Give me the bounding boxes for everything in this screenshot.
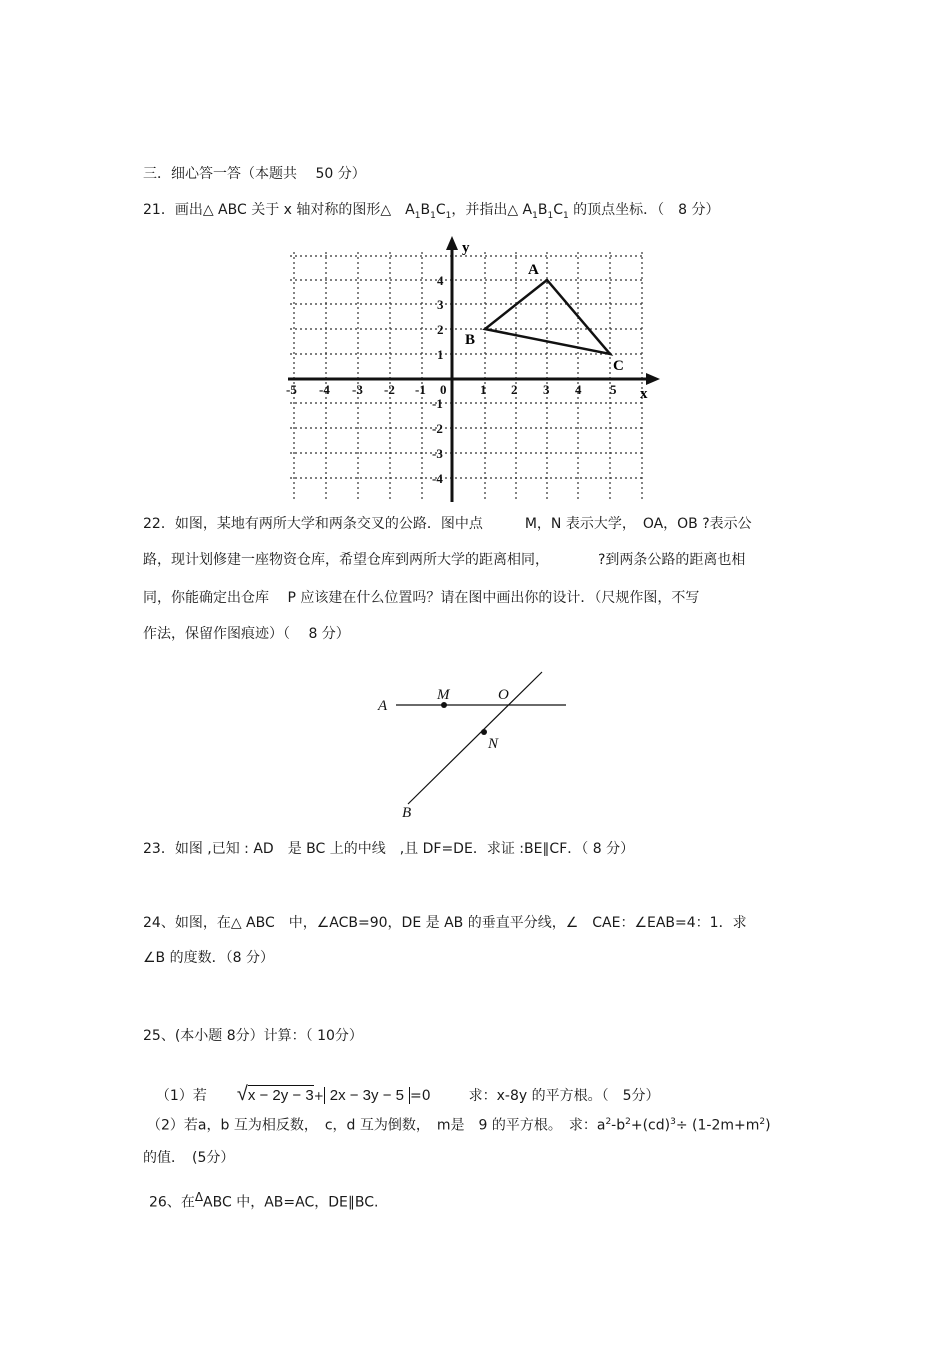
y-tick-label: 3 — [437, 297, 444, 312]
coordinate-grid-figure — [280, 230, 670, 505]
x-tick-label: -1 — [415, 382, 426, 397]
question-25-title: 25、(本小题 8分）计算：（ 10分） — [143, 1028, 363, 1044]
x-tick-label: -5 — [286, 382, 297, 397]
y-tick-label: -2 — [432, 421, 443, 436]
radical-sign-icon: √ — [236, 1083, 248, 1105]
question-21-text: 21．画出△ ABC 关于 x 轴对称的图形△ $A_1B_1C_1$，并指出△ $A_1B_1C_1$ 的顶点坐标．（ 8 分） — [143, 202, 720, 221]
label-b: B — [402, 805, 412, 821]
point-c-label: C — [613, 358, 624, 374]
y-tick-label: 2 — [437, 322, 444, 337]
x-tick-label: 1 — [480, 382, 487, 397]
question-23-text: 23．如图 ,已知 : AD 是 BC 上的中线 ,且 DF=DE．求证 :BE∥CF．（ 8 分） — [143, 841, 635, 857]
y-tick-label: -3 — [432, 446, 443, 461]
question-24-line1: 24、如图，在△ ABC 中，∠ACB=90，DE 是 AB 的垂直平分线，∠ CAE：∠EAB=4：1．求 — [143, 915, 747, 931]
question-25-part2: （2）若a，b 互为相反数， c，d 互为倒数， m是 9 的平方根。 求：$a^2-b^2+(cd)^3\div (1-2m+m^2)$ — [147, 1117, 771, 1134]
x-tick-label: 2 — [511, 382, 518, 397]
x-tick-label: 0 — [440, 382, 447, 397]
y-tick-label: 1 — [437, 347, 444, 362]
label-a: A — [378, 698, 388, 714]
question-24-line2: ∠B 的度数．（8 分） — [143, 950, 274, 966]
question-22-line3: 同，你能确定出仓库 P 应该建在什么位置吗？请在图中画出你的设计．（尺规作图，不写 — [143, 590, 700, 606]
grid-lines — [290, 252, 642, 502]
section-title: 三．细心答一答（本题共 50 分） — [143, 166, 366, 182]
question-25-part2-line2: 的值． (5分） — [143, 1150, 235, 1166]
y-axis-label: y — [462, 240, 470, 256]
label-n: N — [488, 736, 499, 752]
point-n — [481, 729, 487, 735]
label-o: O — [498, 687, 509, 703]
abs-expression: 2x − 3y − 5 — [324, 1087, 410, 1104]
x-axis-label: x — [640, 386, 648, 402]
label-m: M — [437, 687, 450, 703]
y-tick-label: 4 — [437, 273, 444, 288]
y-tick-label: -1 — [432, 396, 443, 411]
part1-suffix: 求：x-8y 的平方根。（ 5分） — [468, 1088, 660, 1104]
question-25-part1: （1）若 √x − 2y − 3+ 2x − 3y − 5 =0 求：x-8y 的平方根。（ 5分） — [155, 1083, 660, 1105]
triangle-icon: Δ — [194, 1190, 204, 1204]
sqrt-expression: √x − 2y − 3 — [236, 1083, 314, 1105]
question-26-text: 26、在$^\Delta$ABC 中，AB=AC，DE∥BC. — [149, 1190, 379, 1211]
x-tick-label: -4 — [319, 382, 330, 397]
x-tick-label: 5 — [610, 382, 617, 397]
point-a-label: A — [528, 262, 539, 278]
question-22-line1: 22．如图，某地有两所大学和两条交叉的公路．图中点 M，N 表示大学， OA，OB ?表示公 — [143, 516, 752, 532]
part1-prefix: （1）若 — [155, 1088, 207, 1104]
y-tick-label: -4 — [432, 471, 443, 486]
question-22-line2: 路，现计划修建一座物资仓库，希望仓库到两所大学的距离相同， ?到两条公路的距离也相 — [143, 552, 746, 568]
point-b-label: B — [465, 332, 476, 348]
x-tick-label: 3 — [543, 382, 550, 397]
road-ob — [408, 672, 542, 804]
x-tick-label: -3 — [352, 382, 363, 397]
roads-figure — [370, 668, 580, 823]
axes — [288, 236, 660, 502]
x-tick-label: 4 — [575, 382, 582, 397]
question-22-line4: 作法，保留作图痕迹）（ 8 分） — [143, 626, 350, 642]
x-tick-label: -2 — [384, 382, 395, 397]
